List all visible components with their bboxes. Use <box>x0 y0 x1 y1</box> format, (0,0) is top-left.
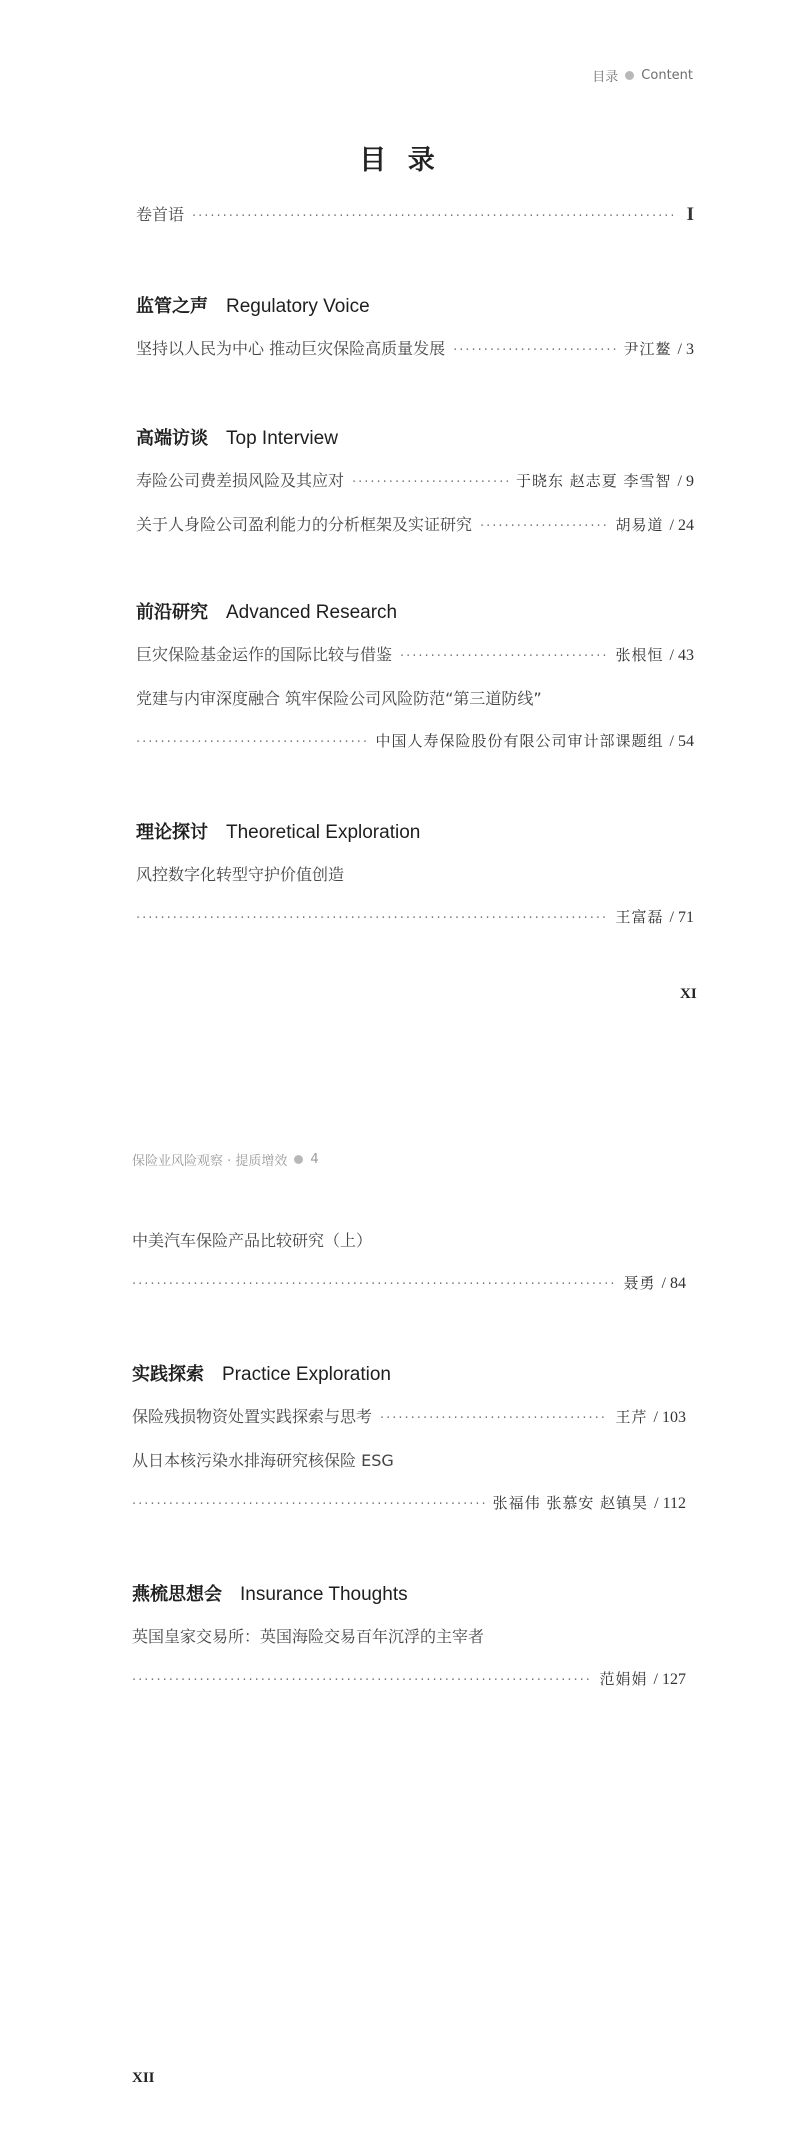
dot-leader <box>136 911 608 926</box>
page-number: XI <box>680 986 697 1002</box>
entry-page: / 71 <box>669 909 694 926</box>
toc-entry-title-line[interactable]: 风控数字化转型守护价值创造 <box>136 865 345 884</box>
dot-leader <box>136 735 368 750</box>
bullet-dot-icon <box>294 1155 303 1164</box>
bullet-dot-icon <box>625 71 634 80</box>
entry-author: 王芹 <box>615 1408 648 1426</box>
entry-page: / 103 <box>653 1409 686 1426</box>
entry-author: 范娟娟 <box>599 1670 648 1688</box>
toc-entry-title-line[interactable]: 中美汽车保险产品比较研究（上） <box>132 1231 373 1250</box>
header-num: 4 <box>310 1152 319 1167</box>
entry-title: 卷首语 <box>136 205 185 224</box>
section-heading-advanced-research: 前沿研究 Advanced Research <box>136 602 398 623</box>
section-heading-insurance-thoughts: 燕梳思想会 Insurance Thoughts <box>132 1584 408 1605</box>
toc-entry[interactable] <box>136 906 694 927</box>
dot-leader <box>192 209 673 224</box>
entry-author: 于晓东 赵志夏 李雪智 <box>516 472 672 490</box>
entry-author: 张根恒 <box>615 646 664 664</box>
entry-title: 巨灾保险基金运作的国际比较与借鉴 <box>136 645 393 664</box>
entry-title: 关于人身险公司盈利能力的分析框架及实证研究 <box>136 515 473 534</box>
entry-page: / 24 <box>669 517 694 534</box>
entry-page: I <box>686 204 694 225</box>
toc-entry[interactable] <box>136 642 694 665</box>
page-number: XII <box>132 2070 155 2086</box>
entry-author: 聂勇 <box>623 1274 656 1292</box>
toc-entry[interactable] <box>136 468 694 491</box>
running-header <box>132 1150 319 1169</box>
entry-author: 王富磊 <box>615 908 664 926</box>
toc-entry[interactable] <box>136 730 694 751</box>
dot-leader <box>132 1277 616 1292</box>
toc-entry[interactable] <box>136 336 694 359</box>
header-label: 目录 <box>592 70 619 85</box>
entry-page: / 84 <box>661 1275 686 1292</box>
dot-leader <box>352 475 508 490</box>
section-heading-theoretical-exploration: 理论探讨 Theoretical Exploration <box>136 822 421 843</box>
section-heading-regulatory-voice: 监管之声 Regulatory Voice <box>136 296 370 317</box>
dot-leader <box>453 343 615 358</box>
toc-entry[interactable] <box>136 512 694 535</box>
dot-leader <box>480 519 608 534</box>
entry-page: / 127 <box>653 1671 686 1688</box>
running-header <box>592 66 693 85</box>
entry-page: / 112 <box>654 1495 686 1512</box>
dot-leader <box>132 1673 592 1688</box>
toc-entry-title-line[interactable]: 从日本核污染水排海研究核保险 ESG <box>132 1451 394 1470</box>
toc-entry-title-line[interactable]: 英国皇家交易所：英国海险交易百年沉浮的主宰者 <box>132 1627 485 1646</box>
dot-leader <box>400 649 608 664</box>
entry-author: 胡易道 <box>615 516 664 534</box>
page-title: 目 录 <box>359 145 441 176</box>
toc-entry-title-line[interactable]: 党建与内审深度融合 筑牢保险公司风险防范“第三道防线” <box>136 689 542 708</box>
header-label: 保险业风险观察 · 提质增效 <box>132 1154 288 1169</box>
entry-title: 保险残损物资处置实践探索与思考 <box>132 1407 373 1426</box>
toc-entry[interactable] <box>132 1492 686 1513</box>
toc-entry-preface[interactable] <box>136 202 694 226</box>
entry-author: 张福伟 张慕安 赵镇昊 <box>492 1494 649 1512</box>
entry-page: / 54 <box>669 733 694 750</box>
entry-title: 坚持以人民为中心 推动巨灾保险高质量发展 <box>136 339 446 358</box>
toc-entry[interactable] <box>132 1272 686 1293</box>
section-heading-top-interview: 高端访谈 Top Interview <box>136 428 338 449</box>
entry-page: / 43 <box>669 647 694 664</box>
dot-leader <box>380 1411 608 1426</box>
entry-title: 寿险公司费差损风险及其应对 <box>136 471 345 490</box>
entry-author: 中国人寿保险股份有限公司审计部课题组 <box>375 732 664 750</box>
dot-leader <box>132 1497 485 1512</box>
entry-page: / 3 <box>677 341 694 358</box>
header-en: Content <box>641 68 693 83</box>
entry-page: / 9 <box>677 473 694 490</box>
entry-author: 尹江鳌 <box>623 340 672 358</box>
section-heading-practice-exploration: 实践探索 Practice Exploration <box>132 1364 391 1385</box>
toc-entry[interactable] <box>132 1668 686 1689</box>
toc-entry[interactable] <box>132 1404 686 1427</box>
